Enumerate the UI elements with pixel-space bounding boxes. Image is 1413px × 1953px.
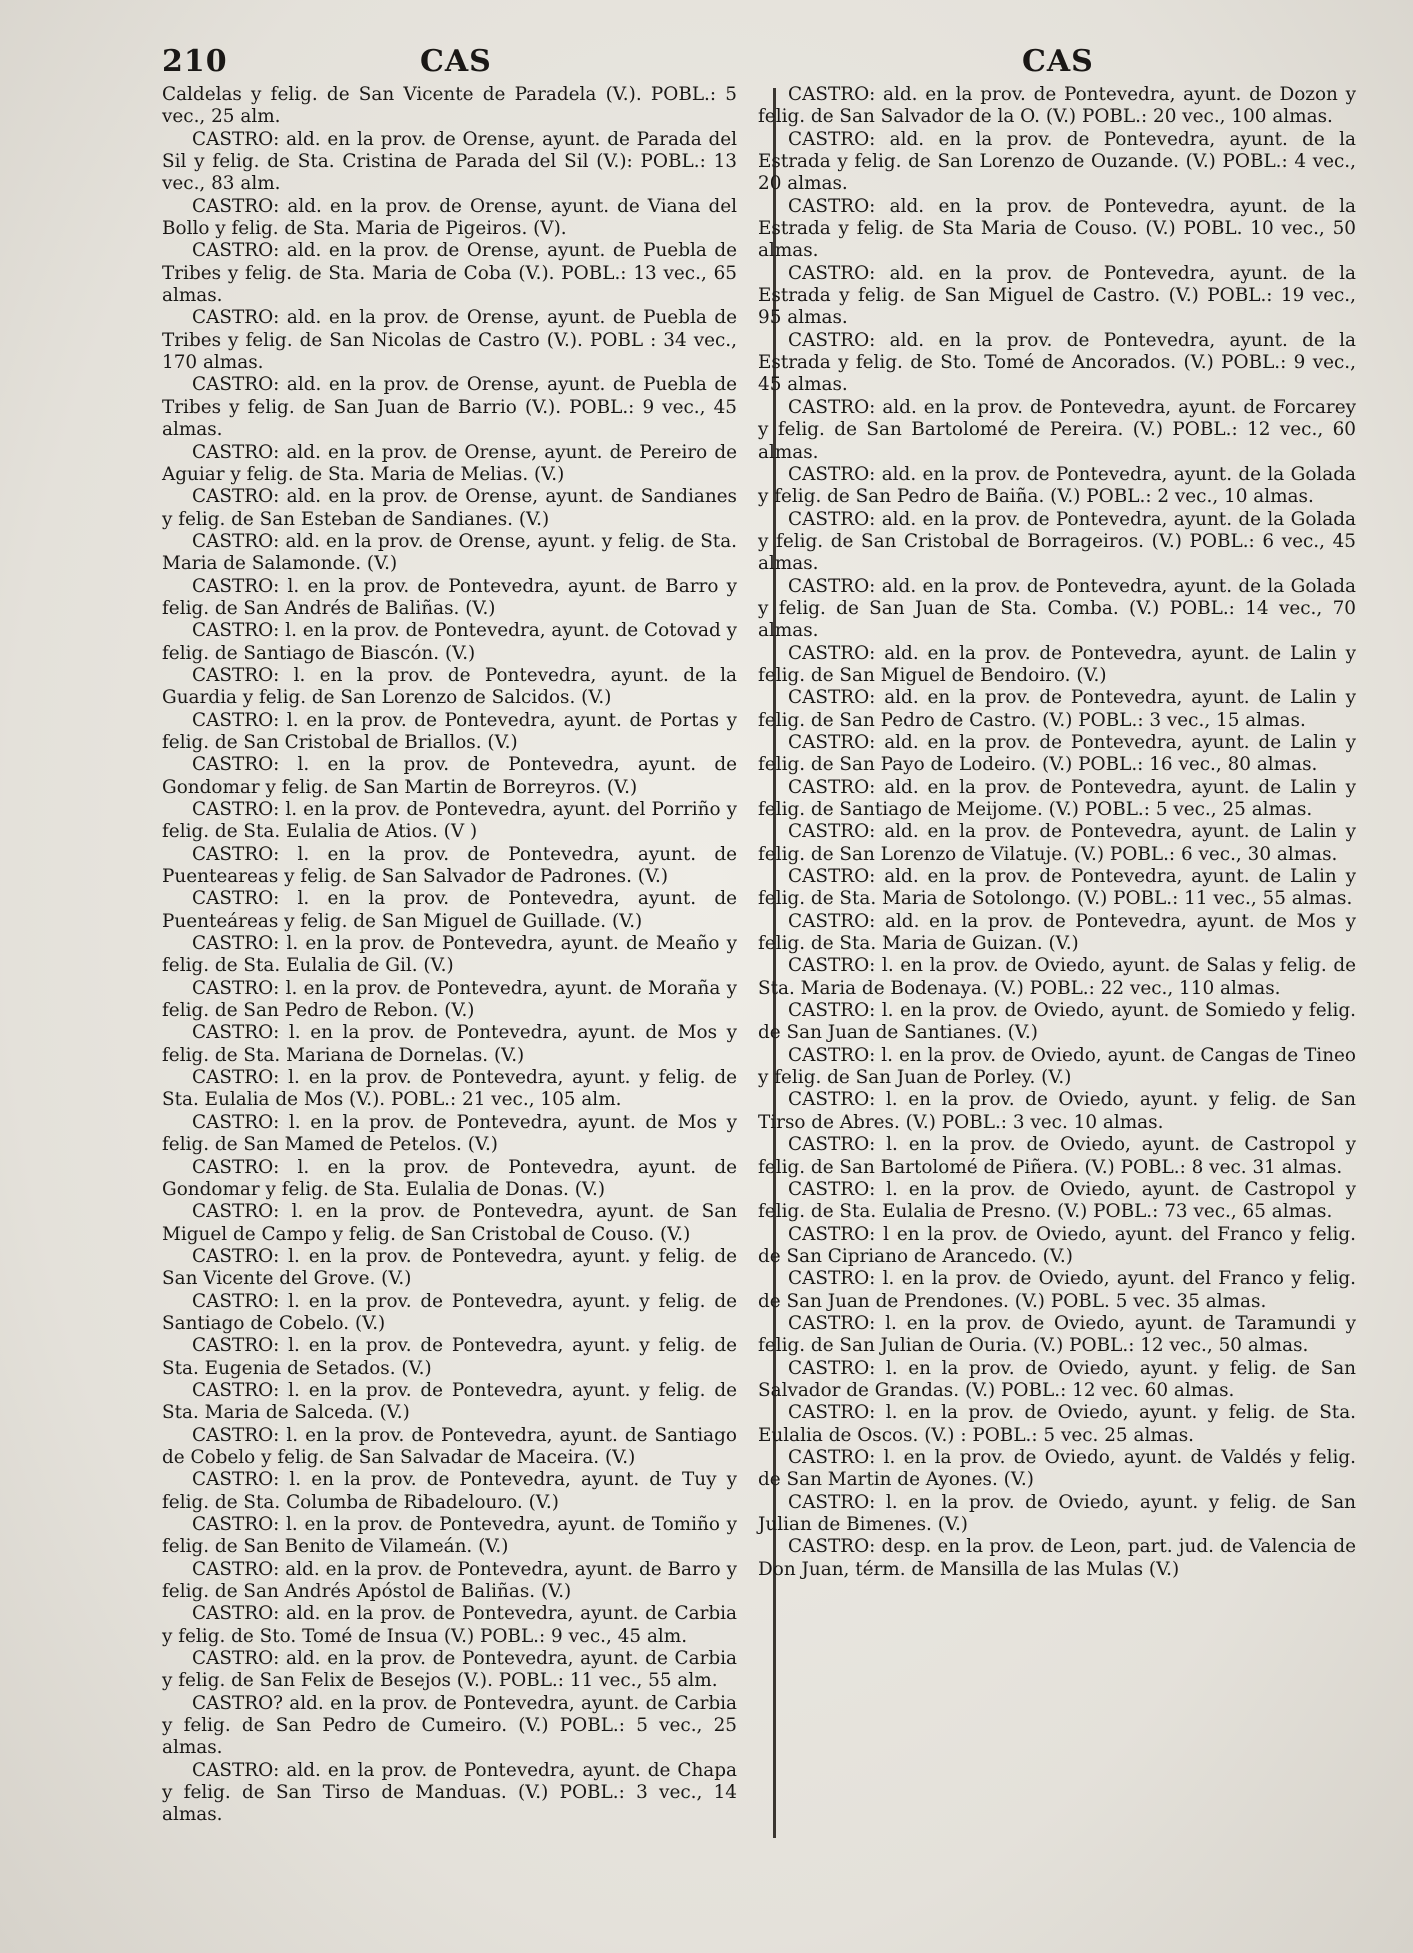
dictionary-entry: CASTRO: ald. en la prov. de Pontevedra, ayunt. de Lalin y felig. de San Payo de Lodeiro. (V.) POBL.: 16 vec., 80 almas. [758,731,1356,776]
dictionary-entry: CASTRO: ald. en la prov. de Orense, ayunt. de Viana del Bollo y felig. de Sta. Maria de Pigeiros. (V). [162,195,737,240]
dictionary-entry: CASTRO: l. en la prov. de Pontevedra, ayunt. de Puenteáreas y felig. de San Miguel de Guillade. (V.) [162,888,737,932]
dictionary-entry: CASTRO: ald. en la prov. de Pontevedra, ayunt. de Forcarey y felig. de San Bartolomé de Pereira. (V.) POBL.: 12 vec., 60 almas. [758,396,1356,463]
dictionary-entry: CASTRO: l. en la prov. de Pontevedra, ayunt. de Gondomar y felig. de Sta. Eulalia de Donas. (V.) [162,1156,737,1200]
dictionary-entry: Caldelas y felig. de San Vicente de Paradela (V.). POBL.: 5 vec., 25 alm. [162,84,737,128]
left-running-head: CAS [420,44,492,79]
dictionary-entry: CASTRO: ald. en la prov. de Pontevedra, ayunt. de Lalin y felig. de San Lorenzo de Vilatuje. (V.) POBL.: 6 vec., 30 almas. [758,821,1356,865]
page-number: 210 [162,44,228,79]
dictionary-entry: CASTRO: l. en la prov. de Oviedo, ayunt. del Franco y felig. de San Juan de Prendones. (V.) POBL. 5 vec. 35 almas. [758,1268,1356,1312]
dictionary-entry: CASTRO: l. en la prov. de Pontevedra, ayunt. y felig. de Sta. Eulalia de Mos (V.). POBL.: 21 vec., 105 alm. [162,1067,737,1111]
dictionary-entry: CASTRO: l. en la prov. de Pontevedra, ayunt. de Barro y felig. de San Andrés de Baliñas. (V.) [162,575,737,619]
dictionary-entry: CASTRO: l. en la prov. de Pontevedra, ayunt. de Meaño y felig. de Sta. Eulalia de Gil. (V.) [162,933,737,977]
dictionary-entry: CASTRO: ald. en la prov. de Pontevedra, ayunt. de Lalin y felig. de Sta. Maria de Sotolongo. (V.) POBL.: 11 vec., 55 almas. [758,866,1356,910]
dictionary-entry: CASTRO: ald. en la prov. de Pontevedra, ayunt. de la Estrada y felig. de Sto. Tomé de Ancorados. (V.) POBL.: 9 vec., 45 almas. [758,329,1356,396]
dictionary-entry: CASTRO: ald. en la prov. de Orense, ayunt. de Puebla de Tribes y felig. de San Nicolas de Castro (V.). POBL : 34 vec., 170 almas. [162,307,737,374]
dictionary-entry: CASTRO: l. en la prov. de Oviedo, ayunt. de Salas y felig. de Sta. Maria de Bodenaya. (V.) POBL.: 22 vec., 110 almas. [758,955,1356,999]
dictionary-entry: CASTRO: l. en la prov. de Pontevedra, ayunt. y felig. de Sta. Maria de Salceda. (V.) [162,1379,737,1424]
dictionary-entry: CASTRO: l. en la prov. de Oviedo, ayunt. de Castropol y felig. de Sta. Eulalia de Presno. (V.) POBL.: 73 vec., 65 almas. [758,1178,1356,1223]
dictionary-entry: CASTRO: ald. en la prov. de Pontevedra, ayunt. de Carbia y felig. de Sto. Tomé de Insua (V.) POBL.: 9 vec., 45 alm. [162,1603,737,1647]
dictionary-entry: CASTRO: l. en la prov. de Oviedo, ayunt. y felig. de Sta. Eulalia de Oscos. (V.) : POBL.: 5 vec. 25 almas. [758,1402,1356,1446]
dictionary-entry: CASTRO: desp. en la prov. de Leon, part. jud. de Valencia de Don Juan, térm. de Mansilla de las Mulas (V.) [758,1536,1356,1580]
dictionary-entry: CASTRO: ald. en la prov. de Orense, ayunt. y felig. de Sta. Maria de Salamonde. (V.) [162,530,737,575]
dictionary-entry: CASTRO: l. en la prov. de Pontevedra, ayunt. del Porriño y felig. de Sta. Eulalia de Atios. (V ) [162,799,737,843]
dictionary-entry: CASTRO: l. en la prov. de Oviedo, ayunt. y felig. de San Salvador de Grandas. (V.) POBL.: 12 vec. 60 almas. [758,1357,1356,1401]
dictionary-entry: CASTRO: l. en la prov. de Pontevedra, ayunt. de Puenteareas y felig. de San Salvador de Padrones. (V.) [162,843,737,888]
dictionary-entry: CASTRO: ald. en la prov. de Pontevedra, ayunt. de Lalin y felig. de San Pedro de Castro. (V.) POBL.: 3 vec., 15 almas. [758,687,1356,731]
dictionary-entry: CASTRO: ald. en la prov. de Orense, ayunt. de Puebla de Tribes y felig. de San Juan de Barrio (V.). POBL.: 9 vec., 45 almas. [162,374,737,441]
dictionary-entry: CASTRO: ald. en la prov. de Pontevedra, ayunt. de Lalin y felig. de Santiago de Meijome. (V.) POBL.: 5 vec., 25 almas. [758,776,1356,820]
dictionary-entry: CASTRO: l. en la prov. de Oviedo, ayunt. y felig. de San Julian de Bimenes. (V.) [758,1491,1356,1535]
dictionary-entry: CASTRO: l. en la prov. de Pontevedra, ayunt. de la Guardia y felig. de San Lorenzo de Salcidos. (V.) [162,664,737,709]
dictionary-entry: CASTRO: l. en la prov. de Oviedo, ayunt. de Castropol y felig. de San Bartolomé de Piñera. (V.) POBL.: 8 vec. 31 almas. [758,1134,1356,1178]
dictionary-entry: CASTRO: l. en la prov. de Pontevedra, ayunt. de Portas y felig. de San Cristobal de Briallos. (V.) [162,709,737,753]
right-running-head: CAS [1022,44,1094,79]
dictionary-entry: CASTRO: ald. en la prov. de Pontevedra, ayunt. de la Golada y felig. de San Pedro de Baiña. (V.) POBL.: 2 vec., 10 almas. [758,463,1356,508]
dictionary-entry: CASTRO: ald. en la prov. de Pontevedra, ayunt. de la Estrada y felig. de San Lorenzo de Ouzande. (V.) POBL.: 4 vec., 20 almas. [758,128,1356,195]
dictionary-entry: CASTRO: l. en la prov. de Pontevedra, ayunt. y felig. de San Vicente del Grove. (V.) [162,1245,737,1290]
dictionary-entry: CASTRO? ald. en la prov. de Pontevedra, ayunt. de Carbia y felig. de San Pedro de Cumeiro. (V.) POBL.: 5 vec., 25 almas. [162,1692,737,1759]
dictionary-entry: CASTRO: l. en la prov. de Oviedo, ayunt. de Somiedo y felig. de San Juan de Santianes. (V.) [758,1000,1356,1044]
dictionary-entry: CASTRO: l. en la prov. de Pontevedra, ayunt. de Gondomar y felig. de San Martin de Borreyros. (V.) [162,754,737,798]
dictionary-entry: CASTRO: l. en la prov. de Pontevedra, ayunt. de Mos y felig. de San Mamed de Petelos. (V.) [162,1111,737,1156]
dictionary-entry: CASTRO: l en la prov. de Oviedo, ayunt. del Franco y felig. de San Cipriano de Arancedo. (V.) [758,1223,1356,1267]
dictionary-entry: CASTRO: ald. en la prov. de Pontevedra, ayunt. de Barro y felig. de San Andrés Apóstol de Baliñas. (V.) [162,1558,737,1603]
dictionary-entry: CASTRO: l. en la prov. de Pontevedra, ayunt. de San Miguel de Campo y felig. de San Cristobal de Couso. (V.) [162,1201,737,1245]
dictionary-entry: CASTRO: ald. en la prov. de Orense, ayunt. de Puebla de Tribes y felig. de Sta. Maria de Coba (V.). POBL.: 13 vec., 65 almas. [162,240,737,307]
dictionary-entry: CASTRO: ald. en la prov. de Orense, ayunt. de Parada del Sil y felig. de Sta. Cristina de Parada del Sil (V.): POBL.: 13 vec., 83 alm. [162,128,737,195]
dictionary-entry: CASTRO: ald. en la prov. de Pontevedra, ayunt. de la Golada y felig. de San Juan de Sta. Comba. (V.) POBL.: 14 vec., 70 almas. [758,575,1356,642]
dictionary-entry: CASTRO: l. en la prov. de Oviedo, ayunt. de Taramundi y felig. de San Julian de Ouria. (V.) POBL.: 12 vec., 50 almas. [758,1312,1356,1357]
dictionary-entry: CASTRO: ald. en la prov. de Orense, ayunt. de Sandianes y felig. de San Esteban de Sandianes. (V.) [162,486,737,530]
dictionary-entry: CASTRO: ald. en la prov. de Orense, ayunt. de Pereiro de Aguiar y felig. de Sta. Maria de Melias. (V.) [162,441,737,485]
dictionary-entry: CASTRO: ald. en la prov. de Pontevedra, ayunt. de la Golada y felig. de San Cristobal de Borrageiros. (V.) POBL.: 6 vec., 45 almas. [758,508,1356,575]
dictionary-entry: CASTRO: l. en la prov. de Oviedo, ayunt. y felig. de San Tirso de Abres. (V.) POBL.: 3 vec. 10 almas. [758,1089,1356,1133]
dictionary-entry: CASTRO: l. en la prov. de Oviedo, ayunt. de Cangas de Tineo y felig. de San Juan de Porley. (V.) [758,1044,1356,1089]
dictionary-entry: CASTRO: l. en la prov. de Pontevedra, ayunt. de Tomiño y felig. de San Benito de Vilameán. (V.) [162,1514,737,1558]
dictionary-entry: CASTRO: ald. en la prov. de Pontevedra, ayunt. de Carbia y felig. de San Felix de Besejos (V.). POBL.: 11 vec., 55 alm. [162,1648,737,1692]
left-column [162,84,737,1827]
dictionary-entry: CASTRO: ald. en la prov. de Pontevedra, ayunt. de Lalin y felig. de San Miguel de Bendoiro. (V.) [758,642,1356,686]
dictionary-entry: CASTRO: ald. en la prov. de Pontevedra, ayunt. de la Estrada y felig. de San Miguel de Castro. (V.) POBL.: 19 vec., 95 almas. [758,262,1356,329]
dictionary-entry: CASTRO: l. en la prov. de Pontevedra, ayunt. y felig. de Santiago de Cobelo. (V.) [162,1290,737,1334]
dictionary-entry: CASTRO: ald. en la prov. de Pontevedra, ayunt. de Dozon y felig. de San Salvador de la O. (V.) POBL.: 20 vec., 100 almas. [758,84,1356,128]
dictionary-entry: CASTRO: l. en la prov. de Pontevedra, ayunt. de Mos y felig. de Sta. Mariana de Dornelas. (V.) [162,1022,737,1066]
dictionary-entry: CASTRO: l. en la prov. de Oviedo, ayunt. de Valdés y felig. de San Martin de Ayones. (V.) [758,1446,1356,1491]
dictionary-entry: CASTRO: l. en la prov. de Pontevedra, ayunt. de Moraña y felig. de San Pedro de Rebon. (V.) [162,977,737,1022]
dictionary-entry: CASTRO: l. en la prov. de Pontevedra, ayunt. y felig. de Sta. Eugenia de Setados. (V.) [162,1335,737,1379]
dictionary-entry: CASTRO: l. en la prov. de Pontevedra, ayunt. de Tuy y felig. de Sta. Columba de Ribadelouro. (V.) [162,1469,737,1513]
dictionary-entry: CASTRO: ald. en la prov. de Pontevedra, ayunt. de Mos y felig. de Sta. Maria de Guizan. (V.) [758,910,1356,955]
dictionary-entry: CASTRO: ald. en la prov. de Pontevedra, ayunt. de la Estrada y felig. de Sta Maria de Couso. (V.) POBL. 10 vec., 50 almas. [758,195,1356,262]
dictionary-entry: CASTRO: l. en la prov. de Pontevedra, ayunt. de Santiago de Cobelo y felig. de San Salvadar de Maceira. (V.) [162,1424,737,1468]
dictionary-entry: CASTRO: l. en la prov. de Pontevedra, ayunt. de Cotovad y felig. de Santiago de Biascón. (V.) [162,620,737,664]
dictionary-entry: CASTRO: ald. en la prov. de Pontevedra, ayunt. de Chapa y felig. de San Tirso de Manduas. (V.) POBL.: 3 vec., 14 almas. [162,1759,737,1826]
right-column [758,84,1356,1581]
